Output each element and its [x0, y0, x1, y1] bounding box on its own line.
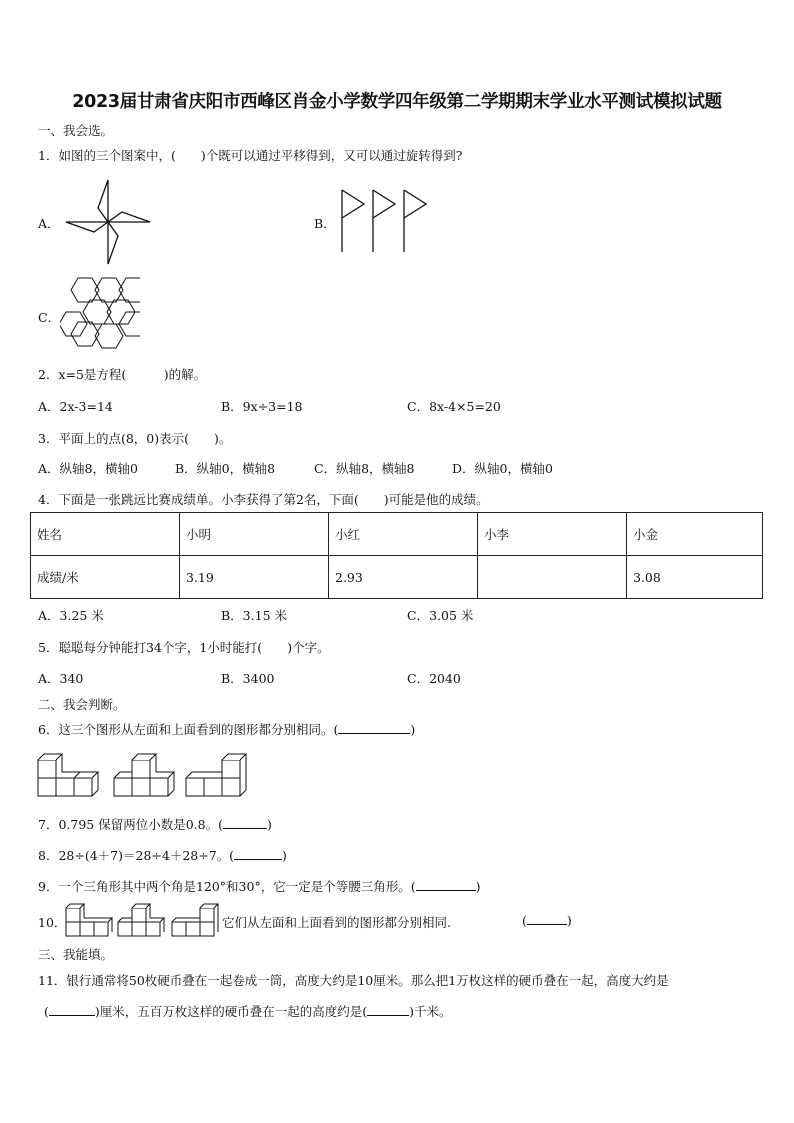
page-title: 2023届甘肃省庆阳市西峰区肖金小学数学四年级第二学期期末学业水平测试模拟试题: [72, 92, 722, 112]
question-7: [38, 815, 272, 833]
table-cell: 小金: [627, 513, 763, 556]
answer-blank[interactable]: [49, 1015, 95, 1016]
q10-answer: [522, 913, 572, 928]
q3-option-d: D．纵轴0，横轴0: [452, 461, 553, 476]
flags-figure: [336, 186, 436, 256]
answer-blank[interactable]: [416, 890, 476, 891]
table-cell: 小明: [180, 513, 329, 556]
table-cell: 小红: [329, 513, 478, 556]
score-table: [30, 512, 763, 599]
answer-blank[interactable]: [223, 828, 267, 829]
question-10: 它们从左面和上面看到的图形都分别相同.: [222, 915, 451, 930]
section-heading: 一、我会选。: [38, 123, 114, 138]
table-cell: 2.93: [329, 556, 478, 599]
question-5: 5．聪聪每分钟能打34个字，1小时能打( )个字。: [38, 640, 330, 655]
table-cell-empty: [478, 556, 627, 599]
table-cell: 姓名: [31, 513, 180, 556]
q7-text: 7．0.795 保留两位小数是0.8。(: [38, 817, 223, 832]
table-cell: 小李: [478, 513, 627, 556]
answer-blank[interactable]: [367, 1015, 409, 1016]
answer-blank[interactable]: [527, 924, 567, 925]
q4-option-a: A．3.25 米: [38, 608, 104, 623]
answer-blank[interactable]: [234, 859, 282, 860]
option-a-label: A．: [38, 216, 60, 231]
q8-text: 8．28÷(4＋7)＝28÷4＋28÷7。(: [38, 848, 235, 863]
q2-option-a: A．2x-3=14: [38, 399, 113, 414]
section-heading: 二、我会判断。: [38, 697, 126, 712]
q7-close: ): [266, 817, 272, 832]
windmill-figure: [62, 178, 154, 266]
table-cell: 成绩/米: [31, 556, 180, 599]
q10-close: ): [566, 913, 572, 928]
question-4: 4．下面是一张跳远比赛成绩单。小李获得了第2名，下面( )可能是他的成绩。: [38, 492, 489, 507]
question-6: [38, 720, 415, 738]
q10-open: (: [522, 913, 527, 928]
option-c-label: C．: [38, 310, 61, 325]
table-header-row: [31, 513, 763, 556]
table-cell: 3.08: [627, 556, 763, 599]
q11-open: (: [44, 1004, 49, 1019]
q5-option-b: B．3400: [221, 671, 275, 686]
section-heading: 三、我能填。: [38, 947, 114, 962]
q6-close: ): [410, 722, 416, 737]
hexagon-figure: [60, 276, 140, 356]
q2-option-c: C．8x-4×5=20: [407, 399, 501, 414]
question-11: 11．银行通常将50枚硬币叠在一起卷成一筒，高度大约是10厘米。那么把1万枚这样的硬币叠在一起，高度大约是: [38, 973, 669, 988]
q5-option-a: A．340: [38, 671, 84, 686]
cube-figures: [36, 752, 250, 798]
table-row: [31, 556, 763, 599]
q3-option-c: C．纵轴8，横轴8: [314, 461, 415, 476]
question-8: [38, 846, 287, 864]
q6-text: 6．这三个图形从左面和上面看到的图形都分别相同。(: [38, 722, 339, 737]
q8-close: ): [282, 848, 287, 863]
q3-option-b: B．纵轴0，横轴8: [175, 461, 276, 476]
question-9: [38, 877, 481, 895]
q9-text: 9．一个三角形其中两个角是120°和30°，它一定是个等腰三角形。(: [38, 879, 416, 894]
q4-option-b: B．3.15 米: [221, 608, 287, 623]
q11-middle: )厘米，五百万枚这样的硬币叠在一起的高度约是(: [94, 1004, 368, 1019]
q4-option-c: C．3.05 米: [407, 608, 474, 623]
question-1: 1．如图的三个图案中，( )个既可以通过平移得到，又可以通过旋转得到?: [38, 148, 463, 163]
answer-blank[interactable]: [338, 733, 410, 734]
table-cell: 3.19: [180, 556, 329, 599]
q2-option-b: B．9x÷3=18: [221, 399, 303, 414]
q10-cube-figures: [64, 902, 222, 938]
q3-option-a: A．纵轴8，横轴0: [38, 461, 138, 476]
question-2: 2．x=5是方程( )的解。: [38, 367, 207, 382]
q11-end: )千米。: [409, 1004, 452, 1019]
question-3: 3．平面上的点(8，0)表示( )。: [38, 431, 232, 446]
option-b-label: B．: [314, 216, 336, 231]
q5-option-c: C．2040: [407, 671, 461, 686]
q10-number: 10．: [38, 915, 67, 930]
q9-close: ): [475, 879, 481, 894]
question-11-line2: [44, 1002, 452, 1020]
